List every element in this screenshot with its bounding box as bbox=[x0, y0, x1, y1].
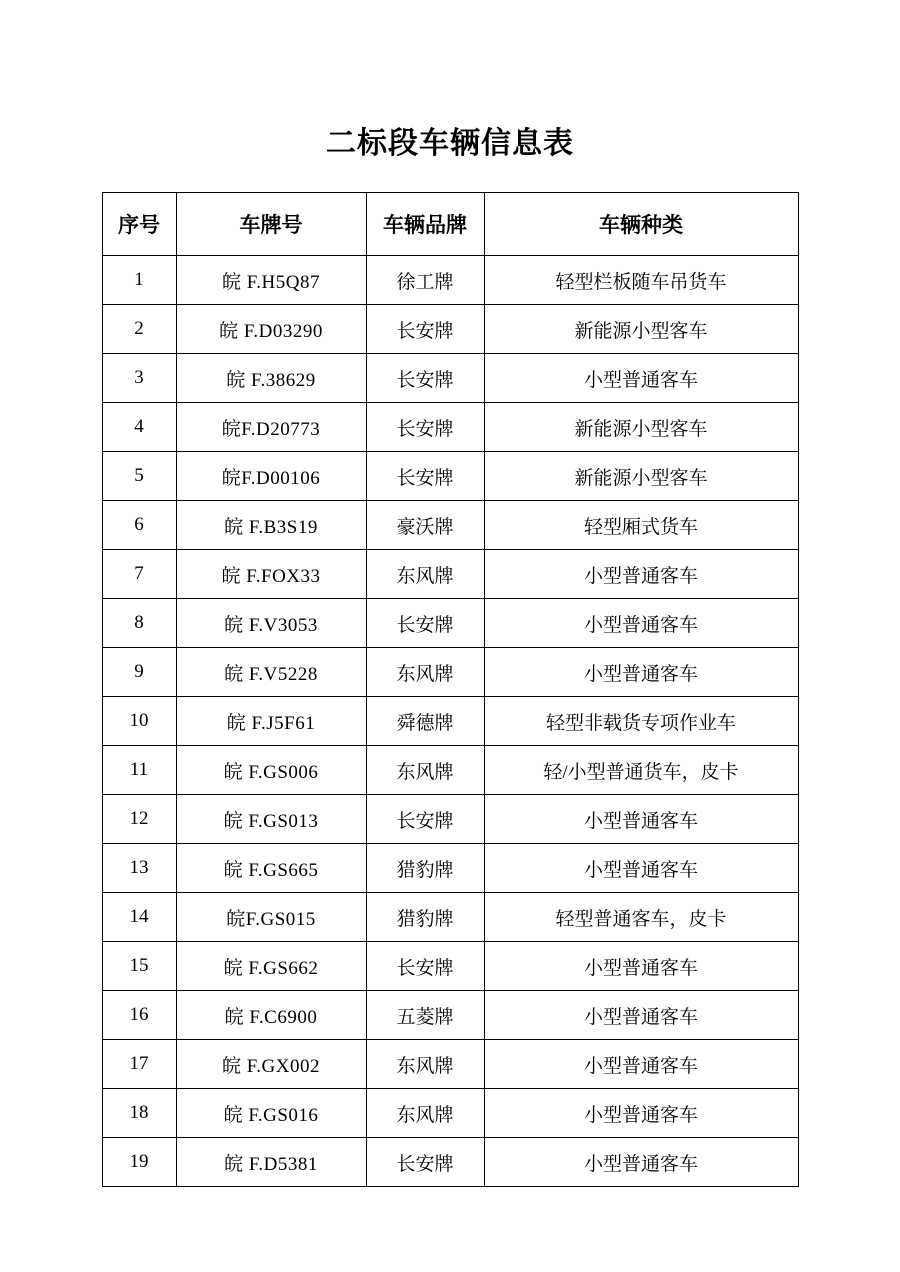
table-row bbox=[102, 452, 798, 501]
table-row bbox=[102, 550, 798, 599]
cell-plate: 皖F.D20773 bbox=[176, 403, 366, 452]
cell-brand: 长安牌 bbox=[366, 942, 484, 991]
column-header-index: 序号 bbox=[102, 193, 176, 256]
cell-type: 小型普通客车 bbox=[484, 1138, 798, 1187]
cell-index: 18 bbox=[102, 1089, 176, 1138]
cell-brand: 五菱牌 bbox=[366, 991, 484, 1040]
table-row bbox=[102, 1089, 798, 1138]
table-row bbox=[102, 1040, 798, 1089]
column-header-brand: 车辆品牌 bbox=[366, 193, 484, 256]
table-row bbox=[102, 1138, 798, 1187]
cell-brand: 猎豹牌 bbox=[366, 893, 484, 942]
cell-index: 2 bbox=[102, 305, 176, 354]
cell-plate: 皖F.GS015 bbox=[176, 893, 366, 942]
cell-type: 轻型栏板随车吊货车 bbox=[484, 256, 798, 305]
cell-plate: 皖 F.C6900 bbox=[176, 991, 366, 1040]
column-header-type: 车辆种类 bbox=[484, 193, 798, 256]
cell-brand: 长安牌 bbox=[366, 305, 484, 354]
cell-type: 新能源小型客车 bbox=[484, 452, 798, 501]
cell-plate: 皖 F.D03290 bbox=[176, 305, 366, 354]
table-row bbox=[102, 697, 798, 746]
cell-brand: 东风牌 bbox=[366, 746, 484, 795]
table-row bbox=[102, 844, 798, 893]
cell-plate: 皖 F.GX002 bbox=[176, 1040, 366, 1089]
cell-plate: 皖 F.B3S19 bbox=[176, 501, 366, 550]
table-row bbox=[102, 403, 798, 452]
cell-index: 3 bbox=[102, 354, 176, 403]
cell-type: 小型普通客车 bbox=[484, 550, 798, 599]
cell-index: 8 bbox=[102, 599, 176, 648]
table-row bbox=[102, 942, 798, 991]
cell-brand: 东风牌 bbox=[366, 1040, 484, 1089]
table-header bbox=[102, 193, 798, 256]
cell-type: 小型普通客车 bbox=[484, 795, 798, 844]
cell-brand: 东风牌 bbox=[366, 648, 484, 697]
cell-plate: 皖 F.38629 bbox=[176, 354, 366, 403]
table-header-row bbox=[102, 193, 798, 256]
cell-type: 小型普通客车 bbox=[484, 991, 798, 1040]
table-row bbox=[102, 599, 798, 648]
cell-plate: 皖 F.H5Q87 bbox=[176, 256, 366, 305]
cell-plate: 皖 F.FOX33 bbox=[176, 550, 366, 599]
cell-index: 7 bbox=[102, 550, 176, 599]
table-row bbox=[102, 648, 798, 697]
cell-index: 12 bbox=[102, 795, 176, 844]
cell-type: 新能源小型客车 bbox=[484, 305, 798, 354]
table-row bbox=[102, 501, 798, 550]
cell-type: 新能源小型客车 bbox=[484, 403, 798, 452]
cell-index: 14 bbox=[102, 893, 176, 942]
cell-type: 轻/小型普通货车，皮卡 bbox=[484, 746, 798, 795]
cell-type: 小型普通客车 bbox=[484, 354, 798, 403]
cell-index: 15 bbox=[102, 942, 176, 991]
cell-brand: 长安牌 bbox=[366, 795, 484, 844]
table-row bbox=[102, 795, 798, 844]
cell-index: 11 bbox=[102, 746, 176, 795]
cell-brand: 长安牌 bbox=[366, 403, 484, 452]
cell-plate: 皖 F.GS016 bbox=[176, 1089, 366, 1138]
page-title: 二标段车辆信息表 bbox=[326, 126, 574, 161]
cell-type: 小型普通客车 bbox=[484, 942, 798, 991]
cell-plate: 皖 F.D5381 bbox=[176, 1138, 366, 1187]
cell-index: 13 bbox=[102, 844, 176, 893]
table-row bbox=[102, 893, 798, 942]
cell-type: 小型普通客车 bbox=[484, 648, 798, 697]
table-row bbox=[102, 354, 798, 403]
cell-index: 16 bbox=[102, 991, 176, 1040]
table-body bbox=[102, 256, 798, 1187]
cell-index: 4 bbox=[102, 403, 176, 452]
vehicle-table-container bbox=[0, 192, 900, 1187]
cell-index: 6 bbox=[102, 501, 176, 550]
cell-type: 小型普通客车 bbox=[484, 599, 798, 648]
cell-brand: 舜德牌 bbox=[366, 697, 484, 746]
cell-type: 小型普通客车 bbox=[484, 844, 798, 893]
cell-brand: 徐工牌 bbox=[366, 256, 484, 305]
cell-brand: 东风牌 bbox=[366, 550, 484, 599]
cell-plate: 皖 F.J5F61 bbox=[176, 697, 366, 746]
cell-type: 小型普通客车 bbox=[484, 1089, 798, 1138]
cell-index: 1 bbox=[102, 256, 176, 305]
cell-plate: 皖 F.V3053 bbox=[176, 599, 366, 648]
cell-brand: 豪沃牌 bbox=[366, 501, 484, 550]
cell-index: 19 bbox=[102, 1138, 176, 1187]
cell-brand: 长安牌 bbox=[366, 1138, 484, 1187]
cell-brand: 猎豹牌 bbox=[366, 844, 484, 893]
cell-plate: 皖 F.GS662 bbox=[176, 942, 366, 991]
cell-plate: 皖 F.GS006 bbox=[176, 746, 366, 795]
cell-brand: 长安牌 bbox=[366, 354, 484, 403]
cell-index: 10 bbox=[102, 697, 176, 746]
cell-plate: 皖 F.V5228 bbox=[176, 648, 366, 697]
vehicle-info-table bbox=[102, 192, 799, 1187]
cell-type: 小型普通客车 bbox=[484, 1040, 798, 1089]
cell-plate: 皖 F.GS665 bbox=[176, 844, 366, 893]
cell-brand: 东风牌 bbox=[366, 1089, 484, 1138]
cell-index: 17 bbox=[102, 1040, 176, 1089]
cell-index: 9 bbox=[102, 648, 176, 697]
cell-plate: 皖F.D00106 bbox=[176, 452, 366, 501]
table-row bbox=[102, 991, 798, 1040]
cell-type: 轻型非载货专项作业车 bbox=[484, 697, 798, 746]
cell-brand: 长安牌 bbox=[366, 452, 484, 501]
cell-index: 5 bbox=[102, 452, 176, 501]
cell-brand: 长安牌 bbox=[366, 599, 484, 648]
cell-type: 轻型厢式货车 bbox=[484, 501, 798, 550]
column-header-plate: 车牌号 bbox=[176, 193, 366, 256]
table-row bbox=[102, 305, 798, 354]
table-row bbox=[102, 256, 798, 305]
cell-plate: 皖 F.GS013 bbox=[176, 795, 366, 844]
cell-type: 轻型普通客车，皮卡 bbox=[484, 893, 798, 942]
table-row bbox=[102, 746, 798, 795]
